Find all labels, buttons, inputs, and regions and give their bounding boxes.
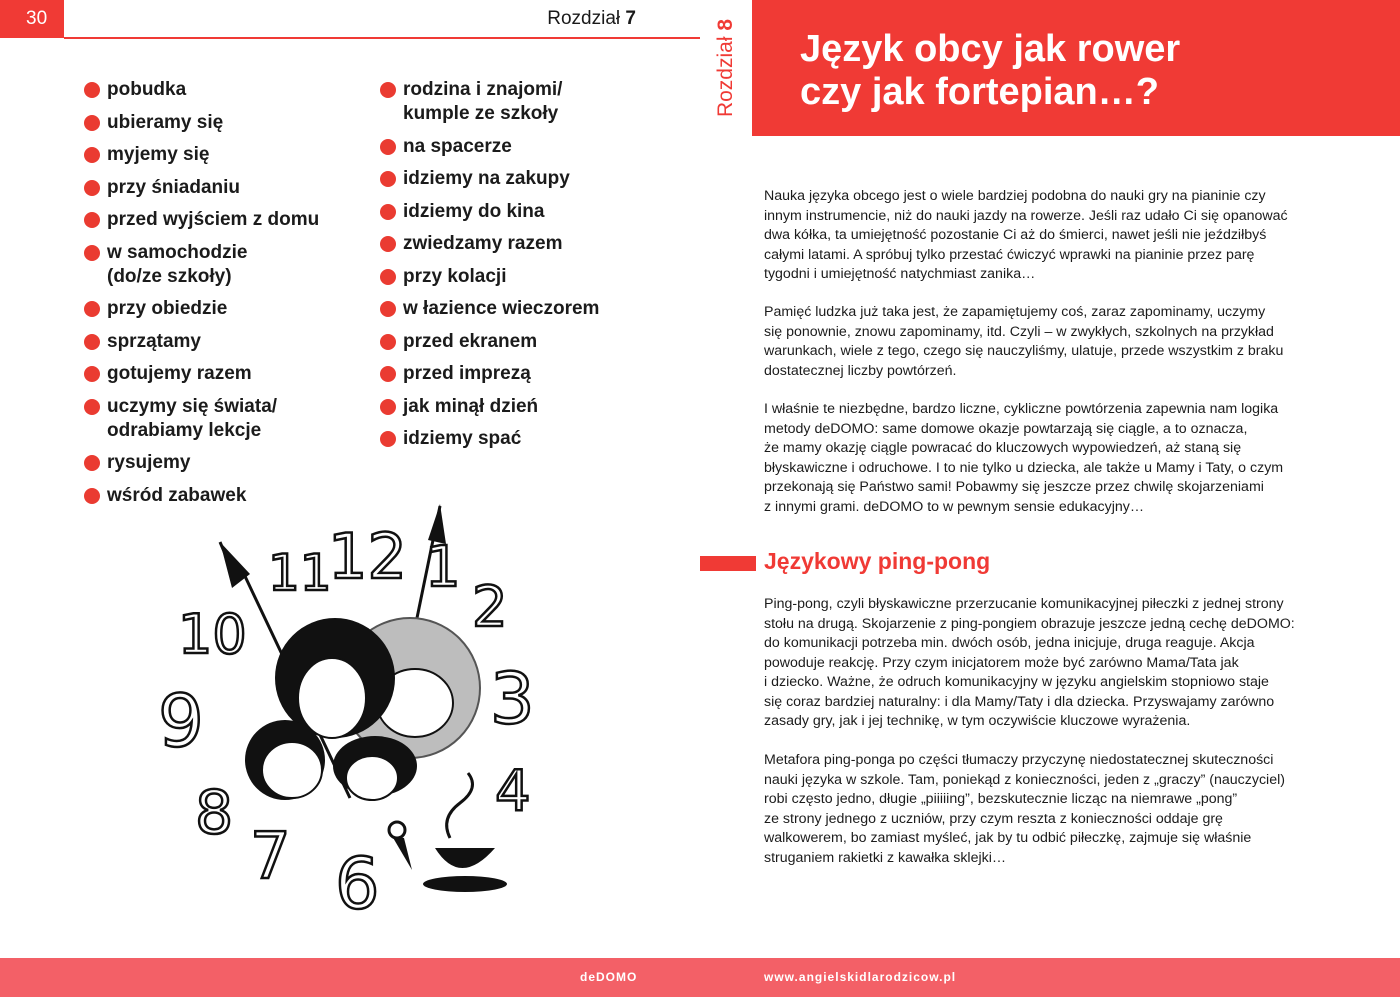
girl-face-icon — [346, 756, 398, 800]
topic-label: w łazience wieczorem — [403, 298, 600, 319]
clock-number-3: 3 — [490, 658, 535, 740]
topic-label: przed wyjściem z domu — [107, 209, 320, 230]
topic-item — [380, 78, 670, 126]
topic-label: zwiedzamy razem — [403, 233, 563, 254]
clock-number-7: 7 — [250, 820, 291, 894]
topic-label: przed ekranem — [403, 330, 538, 352]
topic-item — [380, 232, 670, 256]
bullet-dot-icon — [380, 366, 396, 382]
topic-item — [84, 111, 354, 135]
arrow-head-left-icon — [220, 542, 250, 588]
topic-label: gotujemy razem — [107, 363, 252, 384]
bullet-dot-icon — [84, 301, 100, 317]
topic-list-column-2 — [380, 78, 670, 460]
section-paragraph-2: Metafora ping-ponga po części tłumaczy przyczynę niedostatecznej skuteczności nauki języka w szkole. Tam, poniekąd z konieczności, jeden z „graczy” (nauczyciel) robi często jedno, długie „piiiiing”, bezskutecznie licząc na niemrawe „pong” ze strony jednego z uczniów, przy czym reszta z konieczności oddaje grę walkowerem, bo zamiast myśleć, jak by tu odbić piłeczkę, zajmuje się właśnie struganiem rakietki z kawałka sklejki… — [764, 752, 1285, 866]
topic-label: w samochodzie (do/ze szkoły) — [107, 241, 248, 287]
bullet-dot-icon — [380, 334, 396, 350]
title-banner — [700, 0, 1400, 136]
section-marker-bar — [700, 556, 756, 571]
clock-number-9: 9 — [158, 679, 204, 763]
footer-url-link[interactable]: www.angielskidlarodzicow.pl — [764, 970, 957, 984]
topic-label: sprzątamy — [107, 330, 201, 352]
bullet-dot-icon — [84, 115, 100, 131]
article-title — [800, 28, 1360, 114]
topic-label: rysujemy — [107, 452, 191, 473]
clock-number-6: 6 — [335, 843, 380, 918]
intro-paragraph-2: Pamięć ludzka już taka jest, że zapamiętujemy coś, zaraz zapominamy, uczymy się ponownie, znowu zapominamy, itd. Czyli – w zwykłych, szkolnych na przykład warunkach, wiele z tego, czego się nauczyliśmy, ulatuje, przede wszystkim z braku dostatecznej liczby powtórzeń. — [764, 304, 1284, 379]
topic-label: idziemy spać — [403, 428, 522, 449]
saucer-icon — [423, 876, 507, 892]
title-line-2: czy jak fortepian…? — [800, 71, 1159, 113]
topic-label: idziemy do kina — [403, 200, 545, 222]
topic-item — [84, 78, 354, 102]
right-page — [700, 0, 1400, 997]
bullet-dot-icon — [380, 139, 396, 155]
chapter-word: Rozdział — [547, 8, 621, 29]
clock-number-12: 12 — [328, 520, 407, 593]
topic-label: uczymy się świata/ odrabiamy lekcje — [107, 395, 278, 441]
bullet-dot-icon — [84, 245, 100, 261]
title-line-1: Język obcy jak rower — [800, 28, 1181, 70]
clock-number-1: 1 — [425, 535, 461, 600]
topic-item — [380, 265, 670, 289]
page-number: 30 — [0, 0, 64, 38]
left-chapter-label — [547, 8, 636, 30]
clock-number-8: 8 — [195, 778, 234, 848]
boy-face-icon — [262, 742, 322, 798]
topic-item — [84, 143, 354, 167]
bullet-dot-icon — [380, 171, 396, 187]
bullet-dot-icon — [84, 334, 100, 350]
topic-item — [84, 208, 354, 232]
topic-label: wśród zabawek — [107, 484, 247, 506]
bullet-dot-icon — [380, 301, 396, 317]
topic-item — [84, 451, 354, 475]
chapter-tab — [700, 0, 752, 136]
topic-item — [380, 395, 670, 419]
intro-paragraph-1: Nauka języka obcego jest o wiele bardziej podobna do nauki gry na pianinie czy innym instrumencie, niż do nauki jazdy na rowerze. Jeśli raz udało Ci się opanować dwa kółka, ta umiejętność pozostanie Ci aż do śmierci, nawet jeśli nie jeździłbyś całymi latami. A spróbuj tylko przestać ćwiczyć wprawki na pianinie przez parę tygodni i umiejętność natychmiast zanika… — [764, 188, 1288, 282]
topic-label: przy obiedzie — [107, 298, 228, 319]
topic-item — [380, 135, 670, 159]
topic-item — [84, 176, 354, 200]
topic-item — [380, 362, 670, 386]
clock-number-11: 11 — [268, 544, 332, 602]
clock-number-2: 2 — [472, 575, 508, 640]
section-paragraph-1: Ping-pong, czyli błyskawiczne przerzucanie komunikacyjnej piłeczki z jednej strony stołu na drugą. Skojarzenie z ping-pongiem obrazuje jeszcze jedną cechę deDOMO: do komunikacji potrzeba min. dwóch osób, jedna inicjuje, druga reaguje. Akcja powoduje reakcję. Przy czym inicjatorem może być zarówno Mama/Tata jak i dziecko. Ważne, że odruch komunikacyjny w języku angielskim stopniowo staje się coraz bardziej naturalny: i dla Mamy/Taty i dla dziecka. Przyswajamy zarówno zasady gry, jak i jej technikę, w tym oczywiście kluczowe wyrażenia. — [764, 596, 1295, 729]
topic-label: pobudka — [107, 79, 187, 100]
bullet-dot-icon — [380, 236, 396, 252]
man-face-icon — [298, 658, 366, 738]
bullet-dot-icon — [84, 180, 100, 196]
topic-label: przy kolacji — [403, 265, 507, 287]
clock-number-10: 10 — [178, 603, 247, 666]
clock-hand-tail-icon — [392, 836, 412, 870]
topic-label: myjemy się — [107, 144, 210, 165]
bullet-dot-icon — [84, 399, 100, 415]
clock-family-illustration — [150, 498, 550, 918]
clock-number-4: 4 — [495, 759, 531, 824]
topic-item — [84, 330, 354, 354]
bullet-dot-icon — [380, 82, 396, 98]
bullet-dot-icon — [380, 431, 396, 447]
topic-item — [380, 200, 670, 224]
bullet-dot-icon — [84, 366, 100, 382]
steam-icon — [447, 773, 473, 838]
topic-item — [380, 297, 670, 321]
topic-label: idziemy na zakupy — [403, 168, 570, 189]
bullet-dot-icon — [84, 455, 100, 471]
topic-item — [380, 427, 670, 451]
chapter-word: Rozdział — [714, 36, 737, 118]
footer-bar — [0, 958, 1400, 997]
chapter-number: 7 — [625, 8, 636, 29]
topic-item — [84, 297, 354, 321]
topic-item — [84, 362, 354, 386]
chapter-tab-label — [714, 19, 738, 117]
teacup-icon — [435, 848, 495, 868]
topic-label: rodzina i znajomi/ kumple ze szkoły — [403, 79, 563, 124]
footer-brand: deDOMO — [580, 970, 638, 984]
topic-label: przy śniadaniu — [107, 176, 241, 198]
chapter-number: 8 — [714, 18, 737, 31]
bullet-dot-icon — [380, 204, 396, 220]
bullet-dot-icon — [84, 147, 100, 163]
header-rule — [64, 37, 700, 39]
topic-label: przed imprezą — [403, 363, 531, 384]
intro-paragraph-3: I właśnie te niezbędne, bardzo liczne, cykliczne powtórzenia zapewnia nam logika metody deDOMO: same domowe okazje powtarzają się ciągle, a to oznacza, że mamy okazję ciągle powracać do kluczowych wypowiedzeń, aż staną się błyskawiczne i odruchowe. I to nie tylko u dziecka, ale także u Mamy i Taty, o czym przekonają się Państwo sami! Pobawmy się jeszcze przez chwilę skojarzeniami z innymi grami. deDOMO to w pewnym sensie edukacyjny… — [764, 401, 1284, 515]
bullet-dot-icon — [84, 212, 100, 228]
section-heading: Językowy ping-pong — [764, 548, 991, 574]
topic-item — [380, 330, 670, 354]
topic-item — [380, 167, 670, 191]
topic-item — [84, 241, 354, 289]
topic-label: jak minął dzień — [403, 395, 539, 417]
bullet-dot-icon — [380, 399, 396, 415]
clock-center-icon — [389, 822, 405, 838]
bullet-dot-icon — [84, 82, 100, 98]
topic-label: na spacerze — [403, 135, 512, 157]
topic-label: ubieramy się — [107, 111, 224, 133]
topic-item — [84, 395, 354, 443]
bullet-dot-icon — [380, 269, 396, 285]
bullet-dot-icon — [84, 488, 100, 504]
topic-list-column-1 — [84, 78, 354, 516]
